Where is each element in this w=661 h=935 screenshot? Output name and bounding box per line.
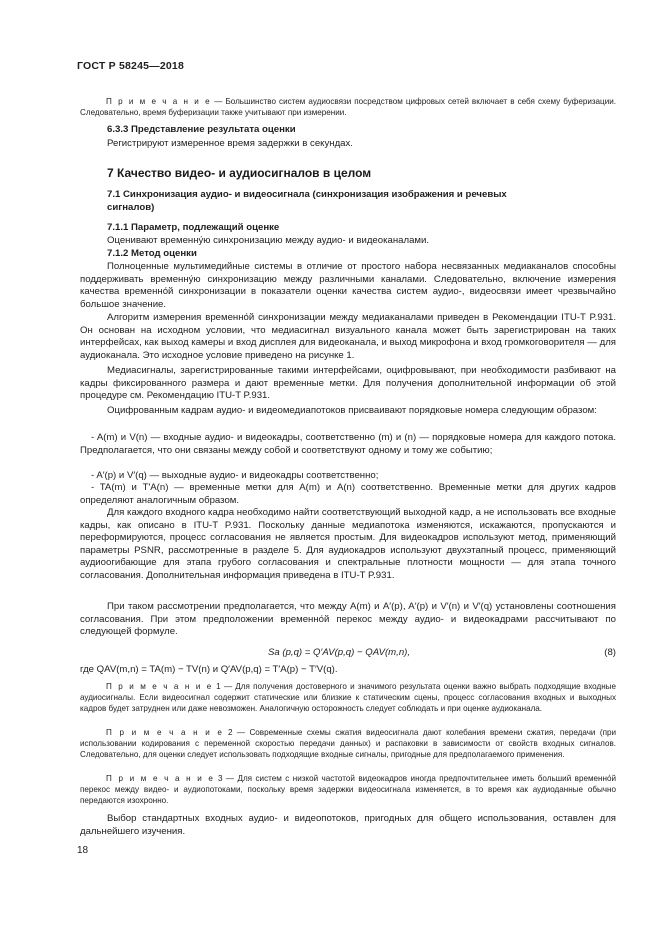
note-3-text: 3 — Для систем с низкой частотой видеокадров иногда предпочтительнее иметь больший временно́й перекос между видео- и аудиопотоками, поскольку время задержки видеосигнала изменяется, в то время как аудиоданные обычно передаются изохронно. — [80, 774, 616, 806]
section-6-3-3-heading: 6.3.3 Представление результата оценки — [107, 124, 296, 135]
note-2 — [80, 727, 616, 761]
note-2-text: 2 — Современные схемы сжатия видеосигнала дают колебания времени сжатия, передачи (при использовании кодирования с переменной скоростью передачи данных) и распаковки в зависимости от свойств входных сигналов. Следовательно, для оценки следует использовать подходящие входные сигналы, пригодные для предполагаемого применения. — [80, 728, 616, 760]
note-1-label: П р и м е ч а н и е — [106, 682, 213, 691]
document-id: ГОСТ Р 58245—2018 — [77, 60, 185, 72]
section-7-heading: 7 Качество видео- и аудиосигналов в целом — [107, 166, 372, 180]
note-text: — Большинство систем аудиосвязи посредством цифровых сетей включает в себя схему буферизации. Следовательно, время буферизации также учитывают при измерении. — [80, 97, 616, 118]
page-number: 18 — [77, 845, 89, 856]
section-6-3-3-text: Регистрируют измеренное время задержки в секундах. — [107, 138, 353, 149]
section-7-1-1-heading: 7.1.1 Параметр, подлежащий оценке — [107, 222, 280, 233]
note-label: П р и м е ч а н и е — [106, 97, 212, 106]
section-7-1-heading-line1: 7.1 Синхронизация аудио- и видеосигнала (синхронизация изображения и речевых — [107, 189, 507, 200]
paragraph-3: Медиасигналы, зарегистрированные такими интерфейсами, оцифровывают, при необходимости разбивают на кадры фиксированного размера и дают временные метки. Для получения дополнительной информации об этой процедуре см. Рекомендацию ITU-T P.931. — [80, 365, 616, 402]
formula-number: (8) — [604, 647, 616, 658]
formula-8: Sa (p,q) = Q′AV(p,q) − QAV(m,n), — [268, 647, 411, 658]
section-7-1-2-heading: 7.1.2 Метод оценки — [107, 248, 197, 259]
paragraph-2: Алгоритм измерения временно́й синхронизации между медиаканалами приведен в Рекомендации ITU-T P.931. Он основан на исходном условии, что медиасигнал визуального канала может быть зарегистрирован на таких интерфейсах, как выход камеры и вход дисплея для видеоканала, и выход микрофона и вход громкоговорителя — для аудиоканала. Это исходное условие приведено на рисунке 1. — [80, 312, 616, 361]
paragraph-6: При таком рассмотрении предполагается, что между A(m) и A′(p), A′(p) и V′(n) и V′(q) установлены соотношения согласования. При этом предположении временно́й перекос между аудио- и видеокадрами рассчитывают по следующей формуле. — [80, 601, 616, 638]
section-7-1-heading-line2: сигналов) — [107, 202, 155, 213]
paragraph-1: Полноценные мультимедийные системы в отличие от простого набора несвязанных медиаканалов способны поддерживать временну́ю синхронизацию между различными каналами. Следовательно, включение измерения качества временно́й синхронизации в показатели оценки качества систем аудио-, видеосвязи имеет чрезвычайно большое значение. — [80, 261, 616, 310]
note-1-text: 1 — Для получения достоверного и значимого результата оценки важно выбрать подходящие входные аудиосигналы. Если видеосигнал содержит статические или близкие к статическим сцены, процесс согласования входных и выходных кадров будет затруднен или даже невозможен. Аналогичную осторожность следует соблюдать и при оценке аудиоканала. — [80, 682, 616, 714]
paragraph-7: Выбор стандартных входных аудио- и видеопотоков, пригодных для общего использования, оставлен для дальнейшего изучения. — [80, 813, 616, 837]
list-item-2: - A′(p) и V′(q) — выходные аудио- и видеокадры соответственно; — [91, 470, 379, 481]
formula-where: где QAV(m,n) = TA(m) − TV(n) и Q′AV(p,q) = T′A(p) − T′V(q). — [80, 664, 338, 675]
note-3 — [80, 773, 616, 807]
section-7-1-1-text: Оценивают временну́ю синхронизацию между аудио- и видеоканалами. — [107, 235, 430, 246]
list-item-3: - TA(m) и T′A(n) — временные метки для A(m) и A(n) соответственно. Временные метки для других кадров определяют аналогичным образом. — [80, 482, 616, 506]
note-2-label: П р и м е ч а н и е — [106, 728, 224, 737]
note-3-label: П р и м е ч а н и е — [106, 774, 215, 783]
list-item-1: - A(m) и V(n) — входные аудио- и видеокадры, соответственно (m) и (n) — порядковые номера для каждого потока. Предполагается, что они связаны между собой и соответствуют одному и тому же событию; — [80, 432, 616, 456]
top-note — [80, 96, 616, 118]
paragraph-4: Оцифрованным кадрам аудио- и видеомедиапотоков присваивают порядковые номера следующим образом: — [107, 405, 597, 416]
note-1 — [80, 681, 616, 715]
paragraph-5: Для каждого входного кадра необходимо найти соответствующий выходной кадр, а не использовать все входные кадры, как описано в ITU-T P.931. Поскольку данные медиапотока изменяются, искажаются, пропускаются и переформируются, процесс согласования не является простым. Для видеокадров используют метод, применяющий параметры PSNR, рассмотренные в разделе 5. Для аудиокадров используют двухэтапный процесс, применяющий аудиоогибающие для этапа грубого согласования и спектральные плотности мощности — для этапа точного согласования. Дополнительная информация приведена в ITU-T P.931. — [80, 507, 616, 581]
